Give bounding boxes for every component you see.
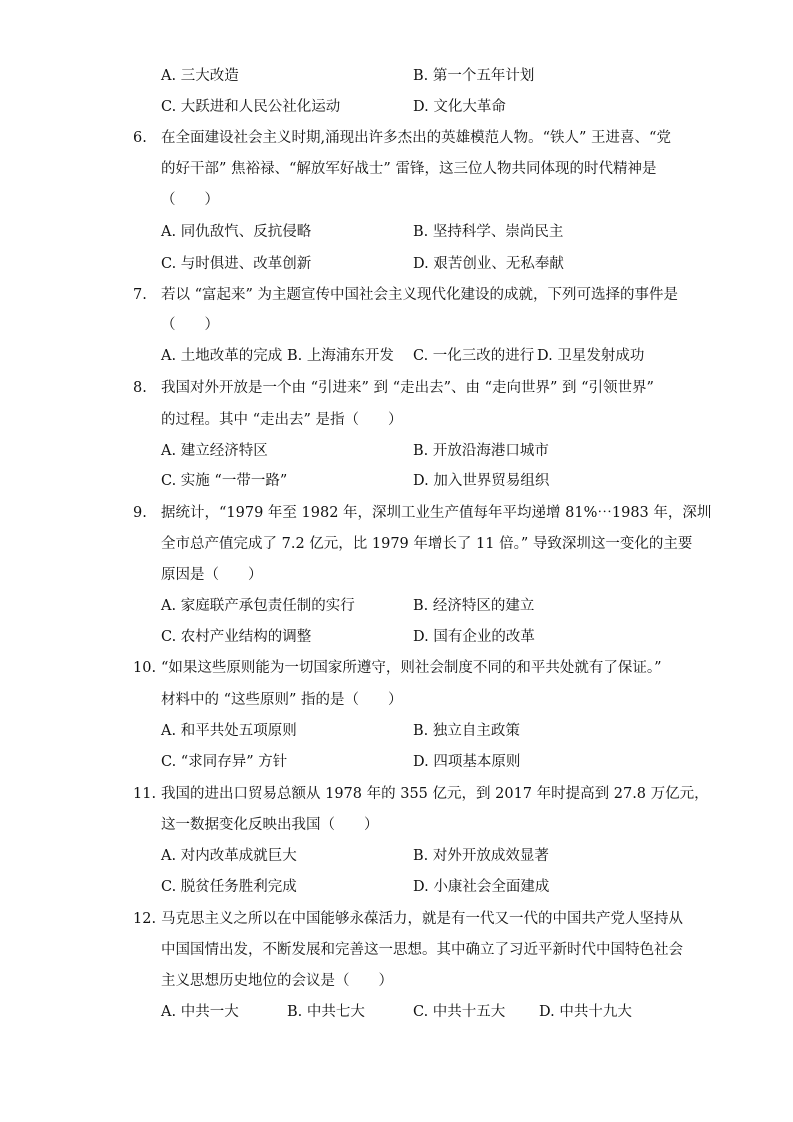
q12-option-c: C. 中共十五大 [413, 1004, 506, 1020]
q7-option-c: C. 一化三改的进行 [413, 348, 535, 364]
question-text: 这一数据变化反映出我国（ ） [161, 817, 379, 833]
q11-option-a: A. 对内改革成就巨大 [161, 848, 297, 864]
question-number: 10. [133, 660, 157, 676]
question-text: 主义思想历史地位的会议是（ ） [161, 973, 393, 989]
answer-blank: （ ） [161, 317, 219, 333]
question-text: 全市总产值完成了 7.2 亿元，比 1979 年增长了 11 倍。” 导致深圳这一变化的主要 [161, 536, 693, 552]
q5-option-d: D. 文化大革命 [413, 99, 506, 115]
question-text: 我国对外开放是一个由 “引进来” 到 “走出去”、由 “走向世界” 到 “引领世界” [161, 380, 654, 396]
question-text: 我国的进出口贸易总额从 1978 年的 355 亿元，到 2017 年时提高到 27.8 万亿元， [161, 786, 709, 802]
q11-option-d: D. 小康社会全面建成 [413, 879, 550, 895]
q11-option-c: C. 脱贫任务胜利完成 [161, 879, 297, 895]
q8-option-b: B. 开放沿海港口城市 [413, 443, 549, 459]
q7-option-d: D. 卫星发射成功 [537, 348, 645, 364]
q5-option-a: A. 三大改造 [161, 68, 239, 84]
q12-option-b: B. 中共七大 [287, 1004, 365, 1020]
question-text: 的好干部” 焦裕禄、“解放军好战士” 雷锋，这三位人物共同体现的时代精神是 [161, 161, 657, 177]
question-text: 据统计，“1979 年至 1982 年，深圳工业生产值每年平均递增 81%⋯1983 年，深圳 [161, 505, 712, 521]
question-text: 原因是（ ） [161, 567, 263, 583]
q6-option-c: C. 与时俱进、改革创新 [161, 256, 312, 272]
question-number: 9. [133, 505, 147, 521]
question-text: 中国国情出发，不断发展和完善这一思想。其中确立了习近平新时代中国特色社会 [161, 942, 683, 958]
q8-option-a: A. 建立经济特区 [161, 443, 268, 459]
question-number: 12. [133, 911, 157, 927]
q9-option-c: C. 农村产业结构的调整 [161, 629, 312, 645]
q8-option-d: D. 加入世界贸易组织 [413, 473, 550, 489]
question-text: 马克思主义之所以在中国能够永葆活力，就是有一代又一代的中国共产党人坚持从 [161, 911, 683, 927]
question-text: 的过程。其中 “走出去” 是指（ ） [161, 412, 403, 428]
q6-option-b: B. 坚持科学、崇尚民主 [413, 224, 564, 240]
q7-option-a: A. 土地改革的完成 [161, 348, 283, 364]
q6-option-d: D. 艰苦创业、无私奉献 [413, 256, 564, 272]
q10-option-d: D. 四项基本原则 [413, 754, 521, 770]
question-number: 7. [133, 287, 147, 303]
question-number: 11. [133, 786, 157, 802]
q12-option-d: D. 中共十九大 [539, 1004, 632, 1020]
q10-option-c: C. “求同存异” 方针 [161, 754, 288, 770]
q10-option-b: B. 独立自主政策 [413, 723, 520, 739]
q7-option-b: B. 上海浦东开发 [287, 348, 394, 364]
q12-option-a: A. 中共一大 [161, 1004, 239, 1020]
question-number: 8. [133, 380, 147, 396]
q11-option-b: B. 对外开放成效显著 [413, 848, 549, 864]
question-text: 材料中的 “这些原则” 指的是（ ） [161, 692, 403, 708]
answer-blank: （ ） [161, 192, 219, 208]
question-text: “如果这些原则能为一切国家所遵守，则社会制度不同的和平共处就有了保证。” [161, 660, 662, 676]
question-text: 在全面建设社会主义时期,涌现出许多杰出的英雄模范人物。“铁人” 王进喜、“党 [161, 130, 671, 146]
question-text: 若以 “富起来” 为主题宣传中国社会主义现代化建设的成就，下列可选择的事件是 [161, 287, 679, 303]
q8-option-c: C. 实施 “一带一路” [161, 473, 288, 489]
q9-option-d: D. 国有企业的改革 [413, 629, 535, 645]
q6-option-a: A. 同仇敌忾、反抗侵略 [161, 224, 312, 240]
q5-option-c: C. 大跃进和人民公社化运动 [161, 99, 341, 115]
q9-option-a: A. 家庭联产承包责任制的实行 [161, 598, 355, 614]
q9-option-b: B. 经济特区的建立 [413, 598, 535, 614]
q5-option-b: B. 第一个五年计划 [413, 68, 535, 84]
q10-option-a: A. 和平共处五项原则 [161, 723, 297, 739]
question-number: 6. [133, 130, 147, 146]
